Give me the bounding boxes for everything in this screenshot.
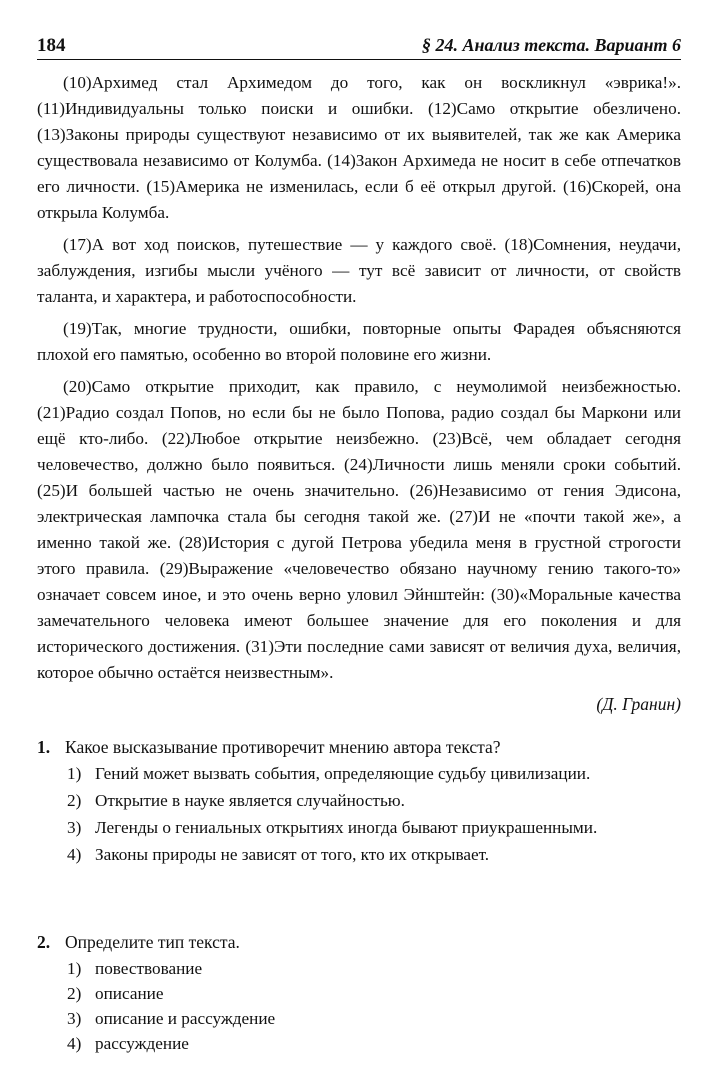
option-number: 1) bbox=[67, 764, 82, 783]
option-text: Законы природы не зависят от того, кто их открывает. bbox=[95, 845, 490, 864]
question-prompt bbox=[37, 735, 681, 759]
answer-options bbox=[37, 762, 681, 867]
option-number: 3) bbox=[67, 818, 82, 837]
question-number: 2. bbox=[37, 932, 51, 952]
option-text: Легенды о гениальных открытиях иногда бывают приукрашенными. bbox=[95, 818, 598, 837]
question-prompt bbox=[37, 930, 681, 954]
text-author: (Д. Гранин) bbox=[596, 694, 681, 714]
question-1 bbox=[37, 735, 681, 870]
option-number: 2) bbox=[67, 791, 82, 810]
text-paragraph: (19)Так, многие трудности, ошибки, повторные опыты Фарадея объясняются плохой его памятью, особенно во второй половине его жизни. bbox=[37, 319, 681, 364]
option-text: Открытие в науке является случайностью. bbox=[95, 791, 405, 810]
option-number: 3) bbox=[67, 1009, 82, 1028]
option-number: 4) bbox=[67, 1034, 82, 1053]
text-paragraph: (10)Архимед стал Архимедом до того, как он воскликнул «эврика!». (11)Индивидуальны только поиски и ошибки. (12)Само открытие обезличено. (13)Законы природы существуют независимо от их выявителей, так же как Америка существовала независимо от Колумба. (14)Закон Архимеда не носит в себе отпечатков его личности. (15)Америка не изменилась, если б её открыл другой. (16)Скорей, она открыла Колумба. bbox=[37, 73, 681, 222]
answer-option bbox=[37, 982, 681, 1006]
answer-option bbox=[37, 816, 681, 840]
answer-options bbox=[37, 957, 681, 1056]
option-number: 4) bbox=[67, 845, 82, 864]
page-number: 184 bbox=[37, 35, 66, 56]
page-header bbox=[37, 33, 681, 60]
question-2 bbox=[37, 930, 681, 1057]
question-number: 1. bbox=[37, 737, 51, 757]
option-text: описание bbox=[95, 984, 164, 1003]
text-paragraph: (17)А вот ход поисков, путешествие — у каждого своё. (18)Сомнения, неудачи, заблуждения, изгибы мысли учёного — тут всё зависит от личности, от свойств таланта, и характера, и работоспособности. bbox=[37, 235, 681, 306]
answer-option bbox=[37, 957, 681, 981]
option-text: описание и рассуждение bbox=[95, 1009, 276, 1028]
answer-option bbox=[37, 789, 681, 813]
answer-option bbox=[37, 762, 681, 786]
option-text: Гений может вызвать события, определяющие судьбу цивилизации. bbox=[95, 764, 591, 783]
option-number: 2) bbox=[67, 984, 82, 1003]
running-head: § 24. Анализ текста. Вариант 6 bbox=[422, 35, 681, 55]
question-text: Какое высказывание противоречит мнению автора текста? bbox=[65, 737, 501, 757]
option-number: 1) bbox=[67, 959, 82, 978]
answer-option bbox=[37, 843, 681, 867]
option-text: рассуждение bbox=[95, 1034, 189, 1053]
text-paragraph: (20)Само открытие приходит, как правило, с неумолимой неизбежностью. (21)Радио создал Попов, но если бы не было Попова, радио создал бы Маркони или ещё кто-либо. (22)Любое открытие неизбежно. (23)Всё, чем обладает сегодня человечество, должно было появиться. (24)Личности лишь меняли сроки событий. (25)И большей частью не очень значительно. (26)Независимо от гения Эдисона, электрическая лампочка стала бы сегодня такой же. (27)И не «почти такой же», а именно такой же. (28)История с дугой Петрова убедила меня в грустной строгости этого правила. (29)Выражение «человечество обязано научному гению такого-то» означает совсем иное, и это очень верно уловил Эйнштейн: (30)«Моральные качества замечательного человека имеют большее значение для его поколения и для исторического достижения. (31)Эти последние сами зависят от величия духа, величия, которое обычно остаётся неизвестным». bbox=[37, 377, 681, 682]
answer-option bbox=[37, 1007, 681, 1031]
option-text: повествование bbox=[95, 959, 203, 978]
text-body bbox=[37, 70, 681, 692]
answer-option bbox=[37, 1032, 681, 1056]
question-text: Определите тип текста. bbox=[65, 932, 240, 952]
